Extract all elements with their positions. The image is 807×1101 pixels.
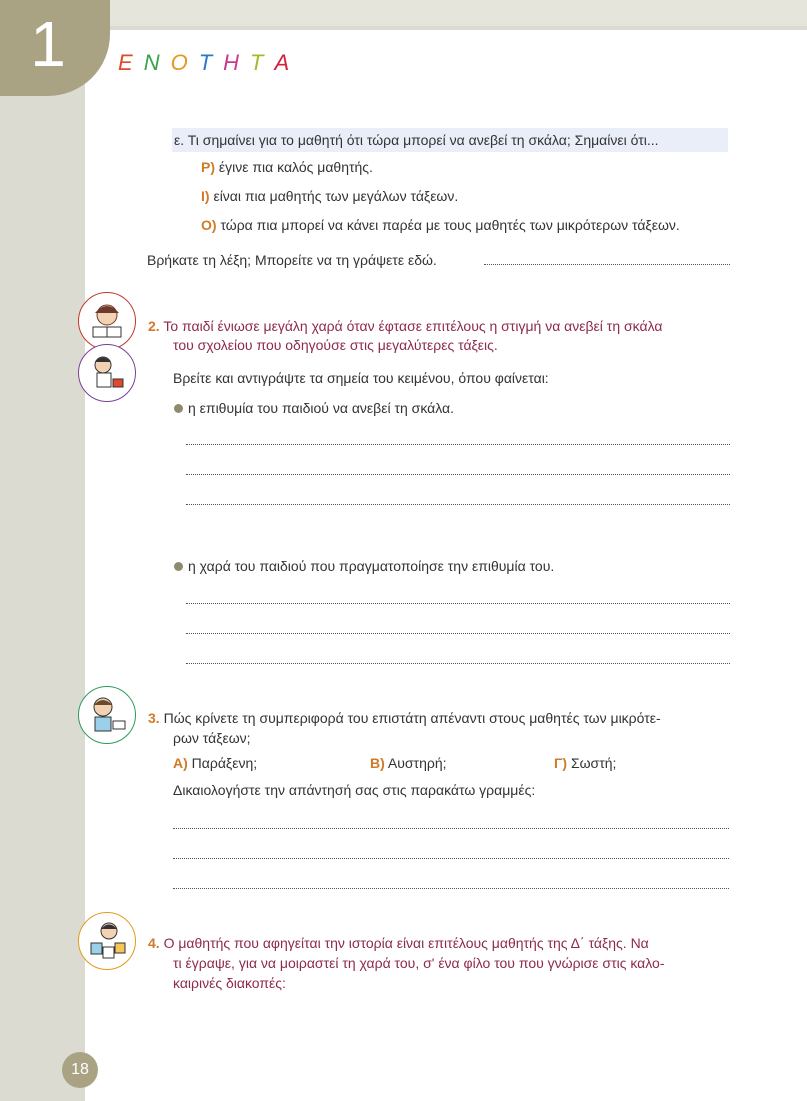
- q2-bullet2: η χαρά του παιδιού που πραγματοποίησε την επιθυμία του.: [188, 558, 555, 574]
- question-number: 2.: [148, 318, 160, 334]
- bullet-dot: [174, 562, 183, 571]
- unit-word-letter: Ν: [143, 50, 171, 75]
- bullet-dot: [174, 404, 183, 413]
- q3-option-a[interactable]: [173, 753, 257, 773]
- found-word-answer-line[interactable]: [484, 264, 730, 265]
- option-letter: Ρ): [201, 159, 215, 175]
- answer-line[interactable]: [186, 663, 730, 664]
- q4-line3: καιρινές διακοπές:: [173, 975, 286, 991]
- q4-line2: τι έγραψε, για να μοιραστεί τη χαρά του, σ' ένα φίλο του που γνώρισε στις καλο-: [173, 955, 665, 971]
- option-text: είναι πια μαθητής των μεγάλων τάξεων.: [213, 188, 459, 204]
- answer-line[interactable]: [186, 633, 730, 634]
- option-letter: Α): [173, 755, 188, 771]
- q3-option-g[interactable]: [554, 753, 616, 773]
- option-text: Σωστή;: [570, 755, 617, 771]
- child-writing-icon: [78, 344, 136, 402]
- q4-line1-text: Ο μαθητής που αφηγείται την ιστορία είναι επιτέλους μαθητής της Δ΄ τάξης. Να: [163, 935, 649, 951]
- unit-number-tab: 1: [0, 0, 110, 96]
- unit-word-letter: Τ: [250, 50, 275, 75]
- option-text: έγινε πια καλός μαθητής.: [218, 159, 373, 175]
- answer-line[interactable]: [186, 603, 730, 604]
- option-letter: Γ): [554, 755, 568, 771]
- unit-word-letter: Α: [274, 50, 301, 75]
- option-text: τώρα πια μπορεί να κάνει παρέα με τους μαθητές των μικρότερων τάξεων.: [220, 217, 680, 233]
- unit-word-letter: Η: [223, 50, 251, 75]
- answer-line[interactable]: [186, 504, 730, 505]
- child-with-blocks-icon: [78, 912, 136, 970]
- option-letter: Ο): [201, 217, 217, 233]
- found-word-prompt: Βρήκατε τη λέξη; Μπορείτε να τη γράψετε εδώ.: [147, 252, 437, 268]
- option-text: Αυστηρή;: [387, 755, 447, 771]
- answer-line[interactable]: [173, 888, 729, 889]
- q3-line1-text: Πώς κρίνετε τη συμπεριφορά του επιστάτη απέναντι στους μαθητές των μικρότε-: [163, 710, 661, 726]
- answer-line[interactable]: [173, 858, 729, 859]
- option-text: Παράξενη;: [191, 755, 258, 771]
- q2-line1-text: Το παιδί ένιωσε μεγάλη χαρά όταν έφτασε επιτέλους η στιγμή να ανεβεί τη σκάλα: [163, 318, 663, 334]
- option-letter: Β): [370, 755, 385, 771]
- unit-word-letter: Ο: [170, 50, 199, 75]
- q1e-option-o[interactable]: [201, 215, 680, 235]
- unit-word-letter: Τ: [198, 50, 224, 75]
- q4-line1: [148, 933, 649, 953]
- answer-line[interactable]: [173, 828, 729, 829]
- q2-line1: [148, 316, 662, 336]
- option-letter: Ι): [201, 188, 210, 204]
- q1e-prompt: ε. Τι σημαίνει για το μαθητή ότι τώρα μπορεί να ανεβεί τη σκάλα; Σημαίνει ότι...: [174, 132, 659, 148]
- q3-instruction: Δικαιολογήστε την απάντησή σας στις παρακάτω γραμμές:: [173, 782, 536, 798]
- q3-line1: [148, 708, 661, 728]
- q1e-option-i[interactable]: [201, 186, 458, 206]
- q2-instruction: Βρείτε και αντιγράψτε τα σημεία του κειμένου, όπου φαίνεται:: [173, 370, 549, 386]
- girl-reading-icon: [78, 292, 136, 350]
- question-number: 3.: [148, 710, 160, 726]
- q3-line2: ρων τάξεων;: [173, 730, 251, 746]
- unit-word-letter: Ε: [118, 50, 144, 75]
- answer-line[interactable]: [186, 474, 730, 475]
- q2-bullet1: η επιθυμία του παιδιού να ανεβεί τη σκάλα.: [188, 400, 455, 416]
- question-number: 4.: [148, 935, 160, 951]
- page-number: 18: [62, 1052, 98, 1088]
- boy-drawing-icon: [78, 686, 136, 744]
- q3-option-b[interactable]: [370, 753, 447, 773]
- q2-line2: του σχολείου που οδηγούσε στις μεγαλύτερες τάξεις.: [173, 337, 498, 353]
- q1e-option-r[interactable]: [201, 157, 373, 177]
- unit-word-enotita: [118, 50, 300, 76]
- answer-line[interactable]: [186, 444, 730, 445]
